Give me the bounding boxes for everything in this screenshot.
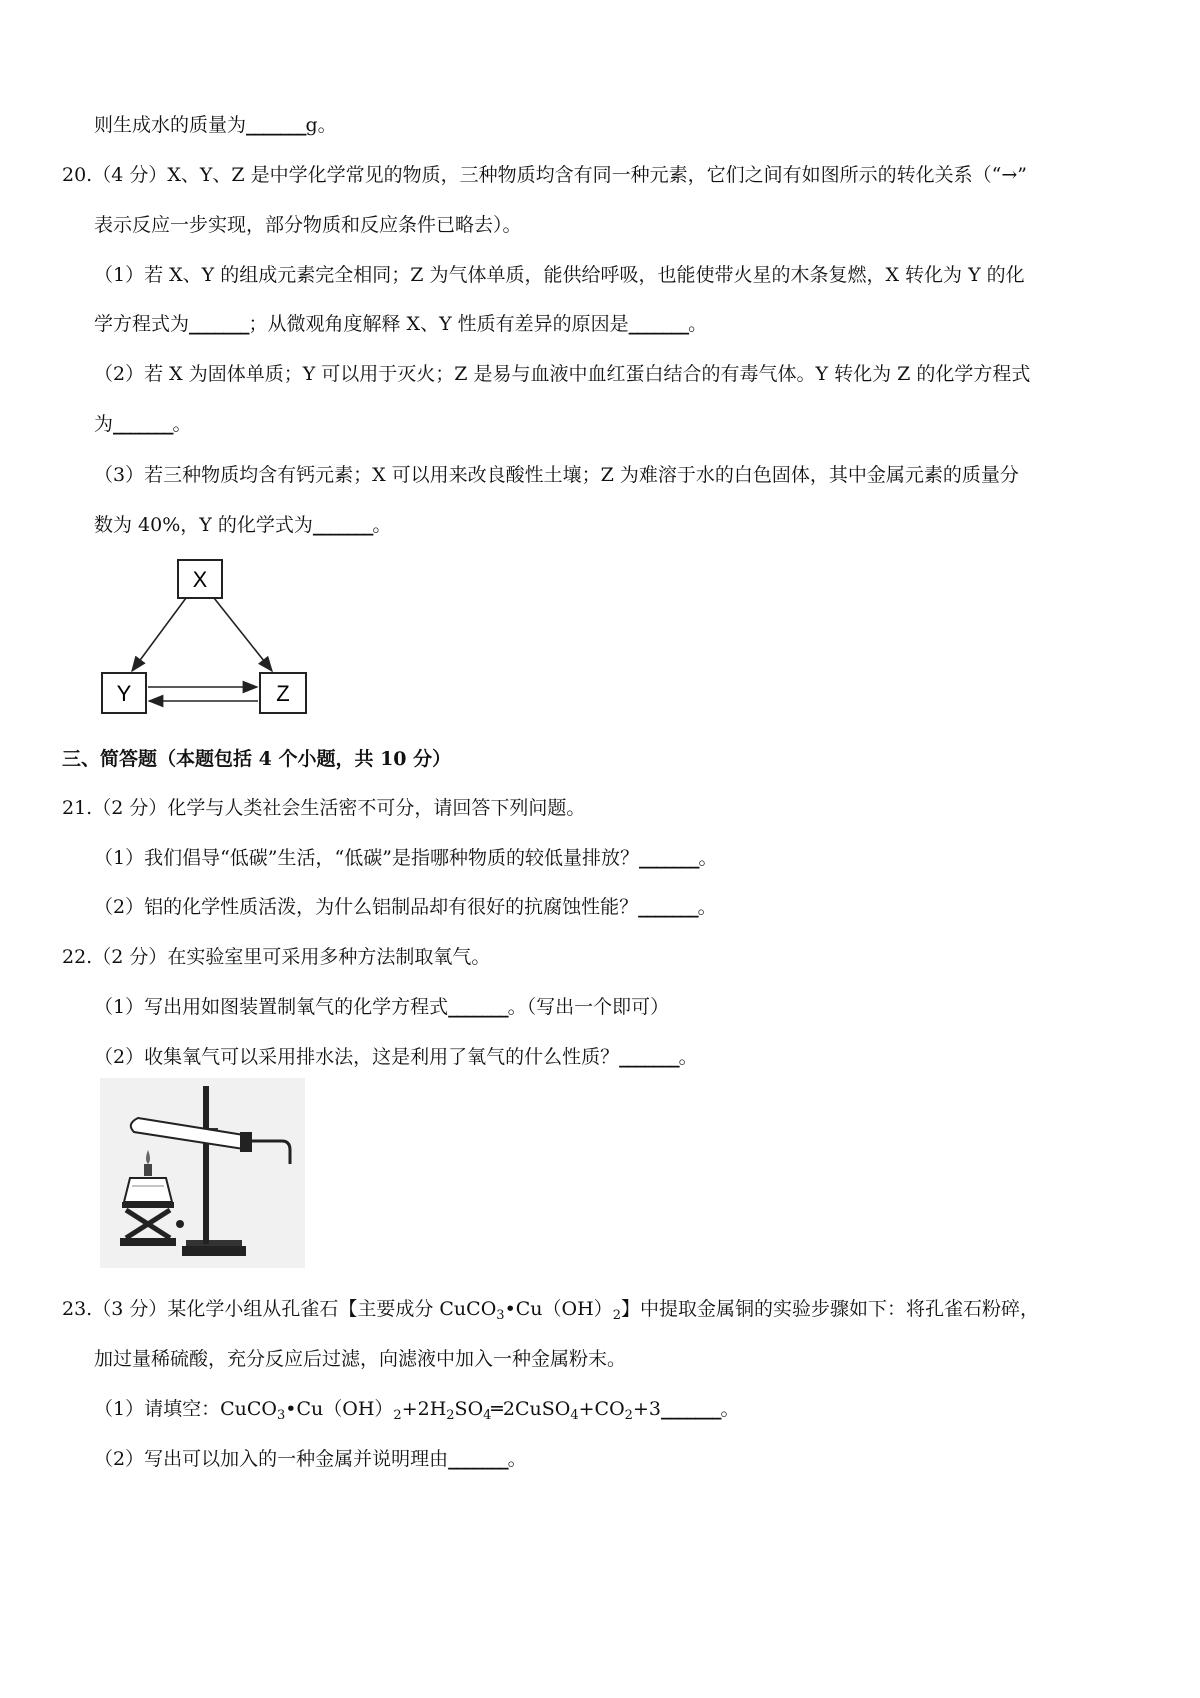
oxygen-apparatus-figure	[100, 1078, 305, 1268]
q23-stem-text-b: •Cu（OH）	[504, 1298, 613, 1320]
subscript: 3	[496, 1308, 505, 1323]
stand-base	[182, 1246, 246, 1256]
q21-part2	[94, 894, 717, 920]
q23-part1	[94, 1396, 739, 1422]
subscript: 2	[446, 1408, 455, 1423]
answer-blank[interactable]: _______	[638, 847, 699, 869]
q21-part1-end: 。	[698, 847, 718, 869]
q22-part1	[94, 994, 669, 1020]
q23-stem-text-a: 23.（3 分）某化学小组从孔雀石【主要成分 CuCO	[62, 1298, 497, 1320]
equation-text: •Cu（OH）	[285, 1398, 394, 1420]
q20-part1-text-c: 。	[688, 313, 708, 335]
label-z: Z	[276, 681, 290, 706]
q22-part2-end: 。	[678, 1046, 698, 1068]
q19-tail	[94, 112, 337, 138]
q21-stem: 21.（2 分）化学与人类社会生活密不可分，请回答下列问题。	[62, 797, 586, 819]
q22-part2-text: （2）收集氧气可以采用排水法，这是利用了氧气的什么性质？	[94, 1046, 620, 1068]
answer-blank[interactable]: _______	[448, 996, 508, 1018]
q20-part1-text-b: ；从微观角度解释 X、Y 性质有差异的原因是	[248, 313, 629, 335]
box-x	[178, 560, 222, 598]
q20-stem-line1: 20.（4 分）X、Y、Z 是中学化学常见的物质，三种物质均含有同一种元素，它们之间有如图所示的转化关系（“→”	[62, 164, 1028, 186]
equation-text: +2H	[401, 1398, 447, 1420]
equation-text: SO	[454, 1398, 484, 1420]
answer-blank[interactable]: _______	[448, 1448, 508, 1470]
q19-unit: g。	[305, 114, 337, 136]
answer-blank[interactable]: _______	[619, 1046, 679, 1068]
q22-part2	[94, 1044, 698, 1070]
q22-part1-text: （1）写出用如图装置制氧气的化学方程式	[94, 996, 449, 1018]
stand-rod	[203, 1086, 209, 1244]
q20-part2-text-a: 为	[94, 413, 114, 435]
section-title: 三、简答题（本题包括 4 个小题，共 10 分）	[62, 748, 452, 770]
q23-stem-line2: 加过量稀硫酸，充分反应后过滤，向滤液中加入一种金属粉末。	[94, 1348, 627, 1370]
subscript: 4	[483, 1408, 492, 1423]
q22-stem: 22.（2 分）在实验室里可采用多种方法制取氧气。	[62, 946, 491, 968]
equation-text: （1）请填空：CuCO	[94, 1398, 277, 1420]
q23-part2	[94, 1446, 527, 1472]
answer-blank[interactable]: _______	[660, 1398, 721, 1420]
q20-part2-line1: （2）若 X 为固体单质；Y 可以用于灭火；Z 是易与血液中血红蛋白结合的有毒气体。Y 转化为 Z 的化学方程式	[94, 363, 1031, 385]
q21-part1	[94, 845, 717, 871]
answer-blank[interactable]: _______	[638, 896, 698, 918]
subscript: 4	[570, 1408, 579, 1423]
answer-blank[interactable]: _______	[246, 114, 306, 136]
q23-stem-text-c: 】中提取金属铜的实验步骤如下：将孔雀石粉碎，	[620, 1298, 1039, 1320]
q21-part2-text: （2）铝的化学性质活泼，为什么铝制品却有很好的抗腐蚀性能？	[94, 896, 639, 918]
q21-part2-end: 。	[697, 896, 717, 918]
q22-part1-end: 。（写出一个即可）	[507, 996, 670, 1018]
box-y	[102, 673, 146, 713]
q20-part1-line2	[94, 311, 707, 337]
arrow-x-to-z	[214, 598, 272, 671]
answer-blank[interactable]: _______	[312, 514, 373, 536]
q20-part3-text-b: 。	[372, 514, 392, 536]
q20-part3-line1: （3）若三种物质均含有钙元素；X 可以用来改良酸性土壤；Z 为难溶于水的白色固体，其中金属元素的质量分	[94, 464, 1019, 486]
subscript: 2	[393, 1408, 402, 1423]
subscript: 3	[276, 1408, 286, 1423]
equation-end: 。	[720, 1398, 740, 1420]
q20-part2-text-b: 。	[172, 413, 192, 435]
answer-blank[interactable]: _______	[189, 313, 249, 335]
arrow-x-to-y	[132, 598, 186, 671]
q20-part2-line2	[94, 411, 192, 437]
subscript: 2	[624, 1408, 633, 1423]
box-z	[260, 673, 306, 713]
q19-text: 则生成水的质量为	[94, 114, 247, 136]
equation-text: +3	[632, 1398, 661, 1420]
q21-part1-text: （1）我们倡导“低碳”生活，“低碳”是指哪种物质的较低量排放？	[94, 847, 639, 869]
q20-part3-text-a: 数为 40%，Y 的化学式为	[94, 514, 313, 536]
subscript: 2	[612, 1308, 621, 1323]
answer-blank[interactable]: _______	[113, 413, 173, 435]
equation-text: ═2CuSO	[491, 1398, 571, 1420]
label-x: X	[192, 567, 208, 592]
q23-part2-end: 。	[507, 1448, 527, 1470]
answer-blank[interactable]: _______	[628, 313, 689, 335]
q20-stem-line2: 表示反应一步实现，部分物质和反应条件已略去）。	[94, 214, 522, 236]
q23-part2-text: （2）写出可以加入的一种金属并说明理由	[94, 1448, 449, 1470]
label-y: Y	[116, 681, 132, 706]
q20-part1-line1: （1）若 X、Y 的组成元素完全相同；Z 为气体单质，能供给呼吸，也能使带火星的木条复燃，X 转化为 Y 的化	[94, 264, 1025, 286]
conversion-diagram	[100, 555, 340, 725]
q20-part1-text-a: 学方程式为	[94, 313, 190, 335]
q23-stem-line1	[62, 1296, 1039, 1322]
equation-text: +CO	[578, 1398, 625, 1420]
q20-part3-line2	[94, 512, 391, 538]
